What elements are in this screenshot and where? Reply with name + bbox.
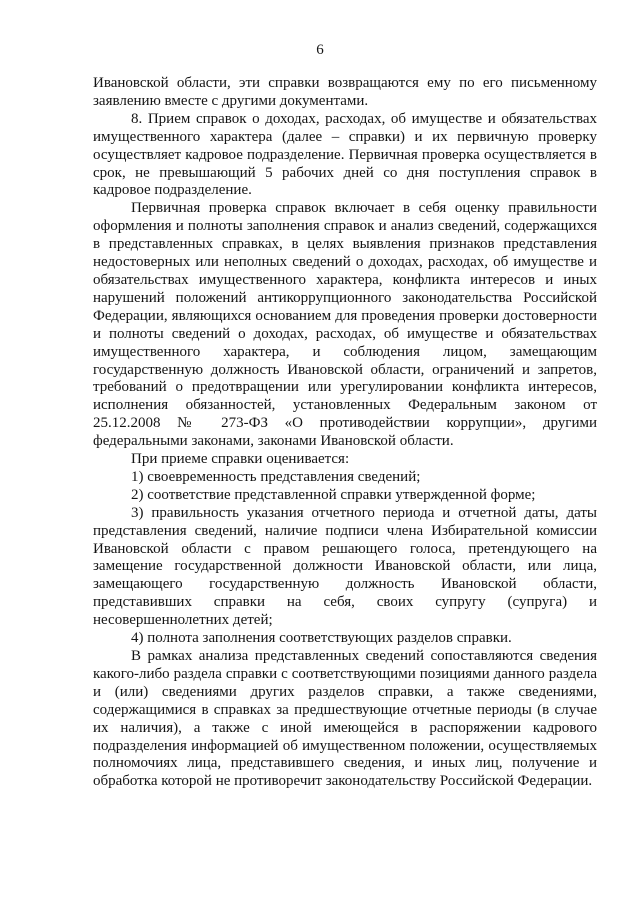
paragraph-analysis: В рамках анализа представленных сведений сопоставляются сведения какого-либо раздела справки с соответствующими позициями данного раздела и (или) сведениями других разделов справки, а также сведениями, содержащимися в справках за предшествующие отчетные периоды (в случае их наличия), а также с иной имеющейся в распоряжении кадрового подразделения информацией об имущественном положении, осуществляемых полномочиях лица, представившего сведения, и иных лиц, получение и обработка которой не противоречит законодательству Российской Федерации. [93, 648, 597, 790]
paragraph-evaluation-intro: При приеме справки оценивается: [131, 451, 350, 468]
list-item-3: 3) правильность указания отчетного периода и отчетной даты, даты представления сведений, наличие подписи члена Избирательной комиссии Ивановской области с правом решающего голоса, претендующего на замещение государственной должности Ивановской области, или лица, замещающего государственную должность Ивановской области, представивших справки на себя, своих супругу (супруга) и несовершеннолетних детей; [93, 504, 597, 629]
paragraph-initial-check: Первичная проверка справок включает в себя оценку правильности оформления и полноты заполнения справок и анализ сведений, содержащихся в представленных справках, в целях выявления признаков представления недостоверных или неполных сведений о доходах, расходах, об имуществе и обязательствах имущественного характера, конфликта интересов и иных нарушений положений антикоррупционного законодательства Российской Федерации, являющихся основанием для проведения проверки достоверности и полноты сведений о доходах, расходах, об имуществе и обязательствах имущественного характера, и соблюдения лицом, замещающим государственную должность Ивановской области, ограничений и запретов, требований о предотвращении или урегулировании конфликта интересов, исполнения обязанностей, установленных Федеральным законом от 25.12.2008 № 273-ФЗ «О противодействии коррупции», другими федеральными законами, законами Ивановской области. [93, 200, 597, 450]
paragraph-continuation: Ивановской области, эти справки возвращаются ему по его письменному заявлению вместе с другими документами. [93, 75, 597, 109]
list-item-4: 4) полнота заполнения соответствующих разделов справки. [131, 630, 512, 647]
document-body [93, 75, 597, 791]
page-number: 6 [316, 42, 324, 58]
paragraph-item-8: 8. Прием справок о доходах, расходах, об имуществе и обязательствах имущественного характера (далее – справки) и их первичную проверку осуществляет кадровое подразделение. Первичная проверка осуществляется в срок, не превышающий 5 рабочих дней со дня поступления справок в кадровое подразделение. [93, 110, 597, 199]
list-item-1: 1) своевременность представления сведений; [131, 468, 421, 485]
list-item-2: 2) соответствие представленной справки утвержденной форме; [131, 486, 536, 503]
